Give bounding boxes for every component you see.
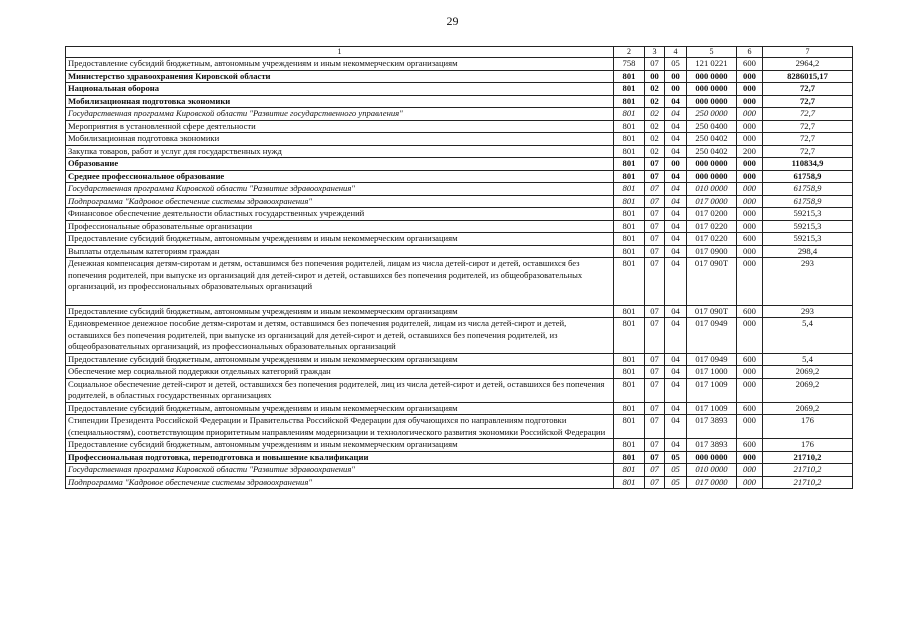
table-row bbox=[66, 439, 853, 452]
admin-code: 801 bbox=[614, 402, 645, 415]
table-row bbox=[66, 133, 853, 146]
table-row bbox=[66, 258, 853, 306]
subsection-code: 04 bbox=[665, 208, 687, 221]
expense-type: 000 bbox=[737, 464, 763, 477]
target-article: 000 0000 bbox=[687, 170, 737, 183]
column-header: 4 bbox=[665, 47, 687, 58]
target-article: 017 3893 bbox=[687, 415, 737, 439]
amount: 59215,3 bbox=[763, 233, 853, 246]
amount: 72,7 bbox=[763, 133, 853, 146]
item-name: Министерство здравоохранения Кировской области bbox=[66, 70, 614, 83]
table-row bbox=[66, 245, 853, 258]
expense-type: 000 bbox=[737, 83, 763, 96]
column-header: 3 bbox=[645, 47, 665, 58]
amount: 59215,3 bbox=[763, 208, 853, 221]
table-row bbox=[66, 402, 853, 415]
table-row bbox=[66, 170, 853, 183]
amount: 2069,2 bbox=[763, 378, 853, 402]
target-article: 000 0000 bbox=[687, 95, 737, 108]
item-name: Выплаты отдельным категориям граждан bbox=[66, 245, 614, 258]
admin-code: 801 bbox=[614, 195, 645, 208]
item-name: Государственная программа Кировской области "Развитие государственного управления" bbox=[66, 108, 614, 121]
subsection-code: 04 bbox=[665, 183, 687, 196]
amount: 72,7 bbox=[763, 145, 853, 158]
admin-code: 801 bbox=[614, 245, 645, 258]
item-name: Социальное обеспечение детей-сирот и детей, оставшихся без попечения родителей, лиц из числа детей-сирот и детей, оставшихся без попечения родителей, в областных государственных организациях bbox=[66, 378, 614, 402]
table-row bbox=[66, 70, 853, 83]
section-code: 07 bbox=[645, 183, 665, 196]
table-row bbox=[66, 366, 853, 379]
item-name: Подпрограмма "Кадровое обеспечение системы здравоохранения" bbox=[66, 195, 614, 208]
amount: 2069,2 bbox=[763, 366, 853, 379]
amount: 5,4 bbox=[763, 353, 853, 366]
table-row bbox=[66, 195, 853, 208]
target-article: 017 1009 bbox=[687, 402, 737, 415]
admin-code: 801 bbox=[614, 133, 645, 146]
column-header: 5 bbox=[687, 47, 737, 58]
expense-type: 000 bbox=[737, 476, 763, 489]
section-code: 07 bbox=[645, 195, 665, 208]
admin-code: 801 bbox=[614, 70, 645, 83]
amount: 298,4 bbox=[763, 245, 853, 258]
admin-code: 801 bbox=[614, 208, 645, 221]
subsection-code: 04 bbox=[665, 305, 687, 318]
section-code: 07 bbox=[645, 305, 665, 318]
table-row bbox=[66, 158, 853, 171]
table-row bbox=[66, 378, 853, 402]
amount: 5,4 bbox=[763, 318, 853, 354]
amount: 293 bbox=[763, 258, 853, 306]
table-row bbox=[66, 208, 853, 221]
expense-type: 000 bbox=[737, 415, 763, 439]
admin-code: 801 bbox=[614, 439, 645, 452]
amount: 293 bbox=[763, 305, 853, 318]
item-name: Национальная оборона bbox=[66, 83, 614, 96]
section-code: 00 bbox=[645, 70, 665, 83]
admin-code: 801 bbox=[614, 158, 645, 171]
budget-table bbox=[65, 46, 853, 489]
target-article: 017 0949 bbox=[687, 353, 737, 366]
expense-type: 000 bbox=[737, 133, 763, 146]
target-article: 017 0900 bbox=[687, 245, 737, 258]
item-name: Мобилизационная подготовка экономики bbox=[66, 95, 614, 108]
amount: 176 bbox=[763, 439, 853, 452]
item-name: Предоставление субсидий бюджетным, автономным учреждениям и иным некоммерческим организациям bbox=[66, 353, 614, 366]
item-name: Денежная компенсация детям-сиротам и детям, оставшимся без попечения родителей, лицам из числа детей-сирот и детей, оставшихся без попечения родителей, при выпуске из организаций для детей-сирот и детей, оставшихся без попечения родителей, из общеобразовательных организаций, из профессиональных образовательных организаций bbox=[66, 258, 614, 306]
amount: 61758,9 bbox=[763, 195, 853, 208]
section-code: 07 bbox=[645, 439, 665, 452]
expense-type: 600 bbox=[737, 439, 763, 452]
expense-type: 000 bbox=[737, 170, 763, 183]
subsection-code: 04 bbox=[665, 439, 687, 452]
item-name: Предоставление субсидий бюджетным, автономным учреждениям и иным некоммерческим организациям bbox=[66, 305, 614, 318]
amount: 2964,2 bbox=[763, 58, 853, 71]
subsection-code: 04 bbox=[665, 120, 687, 133]
section-code: 07 bbox=[645, 220, 665, 233]
admin-code: 801 bbox=[614, 415, 645, 439]
subsection-code: 04 bbox=[665, 245, 687, 258]
item-name: Предоставление субсидий бюджетным, автономным учреждениям и иным некоммерческим организациям bbox=[66, 233, 614, 246]
amount: 59215,3 bbox=[763, 220, 853, 233]
item-name: Государственная программа Кировской области "Развитие здравоохранения" bbox=[66, 464, 614, 477]
expense-type: 000 bbox=[737, 70, 763, 83]
subsection-code: 04 bbox=[665, 108, 687, 121]
section-code: 07 bbox=[645, 353, 665, 366]
expense-type: 000 bbox=[737, 220, 763, 233]
expense-type: 000 bbox=[737, 108, 763, 121]
table-row bbox=[66, 58, 853, 71]
section-code: 07 bbox=[645, 366, 665, 379]
section-code: 07 bbox=[645, 464, 665, 477]
table-row bbox=[66, 183, 853, 196]
column-header: 7 bbox=[763, 47, 853, 58]
section-code: 02 bbox=[645, 95, 665, 108]
subsection-code: 04 bbox=[665, 95, 687, 108]
table-row bbox=[66, 451, 853, 464]
subsection-code: 04 bbox=[665, 402, 687, 415]
admin-code: 801 bbox=[614, 95, 645, 108]
section-code: 07 bbox=[645, 58, 665, 71]
subsection-code: 04 bbox=[665, 378, 687, 402]
expense-type: 000 bbox=[737, 245, 763, 258]
target-article: 017 090Т bbox=[687, 305, 737, 318]
target-article: 017 1009 bbox=[687, 378, 737, 402]
expense-type: 600 bbox=[737, 402, 763, 415]
expense-type: 000 bbox=[737, 95, 763, 108]
section-code: 02 bbox=[645, 145, 665, 158]
amount: 21710,2 bbox=[763, 451, 853, 464]
amount: 21710,2 bbox=[763, 476, 853, 489]
target-article: 000 0000 bbox=[687, 158, 737, 171]
expense-type: 000 bbox=[737, 318, 763, 354]
table-row bbox=[66, 233, 853, 246]
section-code: 07 bbox=[645, 415, 665, 439]
expense-type: 000 bbox=[737, 120, 763, 133]
admin-code: 801 bbox=[614, 83, 645, 96]
expense-type: 000 bbox=[737, 451, 763, 464]
amount: 72,7 bbox=[763, 108, 853, 121]
subsection-code: 04 bbox=[665, 170, 687, 183]
item-name: Финансовое обеспечение деятельности областных государственных учреждений bbox=[66, 208, 614, 221]
target-article: 000 0000 bbox=[687, 70, 737, 83]
target-article: 250 0402 bbox=[687, 133, 737, 146]
amount: 21710,2 bbox=[763, 464, 853, 477]
amount: 110834,9 bbox=[763, 158, 853, 171]
admin-code: 801 bbox=[614, 366, 645, 379]
admin-code: 801 bbox=[614, 145, 645, 158]
expense-type: 000 bbox=[737, 183, 763, 196]
item-name: Профессиональная подготовка, переподготовка и повышение квалификации bbox=[66, 451, 614, 464]
section-code: 07 bbox=[645, 158, 665, 171]
amount: 8286015,17 bbox=[763, 70, 853, 83]
table-row bbox=[66, 318, 853, 354]
item-name: Стипендии Президента Российской Федерации и Правительства Российской Федерации для обучающихся по направлениям подготовки (специальностям), соответствующим приоритетным направлениям модернизации и технологического развития экономики Российской Федерации bbox=[66, 415, 614, 439]
admin-code: 801 bbox=[614, 318, 645, 354]
item-name: Мероприятия в установленной сфере деятельности bbox=[66, 120, 614, 133]
expense-type: 000 bbox=[737, 195, 763, 208]
admin-code: 758 bbox=[614, 58, 645, 71]
amount: 176 bbox=[763, 415, 853, 439]
item-name: Обеспечение мер социальной поддержки отдельных категорий граждан bbox=[66, 366, 614, 379]
section-code: 07 bbox=[645, 208, 665, 221]
subsection-code: 05 bbox=[665, 476, 687, 489]
subsection-code: 05 bbox=[665, 58, 687, 71]
item-name: Среднее профессиональное образование bbox=[66, 170, 614, 183]
subsection-code: 04 bbox=[665, 233, 687, 246]
target-article: 010 0000 bbox=[687, 183, 737, 196]
item-name: Закупка товаров, работ и услуг для государственных нужд bbox=[66, 145, 614, 158]
table-row bbox=[66, 476, 853, 489]
admin-code: 801 bbox=[614, 464, 645, 477]
section-code: 07 bbox=[645, 451, 665, 464]
subsection-code: 04 bbox=[665, 220, 687, 233]
expense-type: 000 bbox=[737, 158, 763, 171]
section-code: 02 bbox=[645, 133, 665, 146]
subsection-code: 05 bbox=[665, 464, 687, 477]
target-article: 017 0220 bbox=[687, 220, 737, 233]
section-code: 07 bbox=[645, 233, 665, 246]
table-row bbox=[66, 95, 853, 108]
item-name: Предоставление субсидий бюджетным, автономным учреждениям и иным некоммерческим организациям bbox=[66, 58, 614, 71]
item-name: Подпрограмма "Кадровое обеспечение системы здравоохранения" bbox=[66, 476, 614, 489]
column-header: 1 bbox=[66, 47, 614, 58]
admin-code: 801 bbox=[614, 451, 645, 464]
target-article: 010 0000 bbox=[687, 464, 737, 477]
amount: 72,7 bbox=[763, 95, 853, 108]
admin-code: 801 bbox=[614, 353, 645, 366]
table-row bbox=[66, 220, 853, 233]
section-code: 07 bbox=[645, 245, 665, 258]
target-article: 017 1000 bbox=[687, 366, 737, 379]
table-row bbox=[66, 353, 853, 366]
column-header: 2 bbox=[614, 47, 645, 58]
section-code: 07 bbox=[645, 318, 665, 354]
admin-code: 801 bbox=[614, 378, 645, 402]
table-row bbox=[66, 120, 853, 133]
column-header: 6 bbox=[737, 47, 763, 58]
table-row bbox=[66, 83, 853, 96]
section-code: 07 bbox=[645, 258, 665, 306]
amount: 2069,2 bbox=[763, 402, 853, 415]
amount: 61758,9 bbox=[763, 170, 853, 183]
admin-code: 801 bbox=[614, 305, 645, 318]
subsection-code: 00 bbox=[665, 158, 687, 171]
section-code: 07 bbox=[645, 170, 665, 183]
subsection-code: 00 bbox=[665, 70, 687, 83]
target-article: 017 0200 bbox=[687, 208, 737, 221]
amount: 72,7 bbox=[763, 83, 853, 96]
admin-code: 801 bbox=[614, 108, 645, 121]
target-article: 000 0000 bbox=[687, 83, 737, 96]
item-name: Предоставление субсидий бюджетным, автономным учреждениям и иным некоммерческим организациям bbox=[66, 402, 614, 415]
expense-type: 200 bbox=[737, 145, 763, 158]
item-name: Профессиональные образовательные организации bbox=[66, 220, 614, 233]
admin-code: 801 bbox=[614, 120, 645, 133]
table-row bbox=[66, 464, 853, 477]
column-number-row bbox=[66, 47, 853, 58]
subsection-code: 04 bbox=[665, 145, 687, 158]
subsection-code: 00 bbox=[665, 83, 687, 96]
subsection-code: 04 bbox=[665, 366, 687, 379]
amount: 61758,9 bbox=[763, 183, 853, 196]
subsection-code: 04 bbox=[665, 258, 687, 306]
subsection-code: 05 bbox=[665, 451, 687, 464]
target-article: 017 090Т bbox=[687, 258, 737, 306]
target-article: 017 0220 bbox=[687, 233, 737, 246]
section-code: 02 bbox=[645, 120, 665, 133]
admin-code: 801 bbox=[614, 233, 645, 246]
item-name: Мобилизационная подготовка экономики bbox=[66, 133, 614, 146]
subsection-code: 04 bbox=[665, 353, 687, 366]
item-name: Единовременное денежное пособие детям-сиротам и детям, оставшимся без попечения родителей, лицам из числа детей-сирот и детей, оставшихся без попечения родителей, при выпуске из организаций для детей-сирот и детей, оставшихся без попечения родителей, из общеобразовательных организаций, из профессиональных образовательных организаций bbox=[66, 318, 614, 354]
target-article: 250 0000 bbox=[687, 108, 737, 121]
item-name: Образование bbox=[66, 158, 614, 171]
subsection-code: 04 bbox=[665, 318, 687, 354]
expense-type: 000 bbox=[737, 258, 763, 306]
admin-code: 801 bbox=[614, 220, 645, 233]
target-article: 250 0400 bbox=[687, 120, 737, 133]
table-row bbox=[66, 108, 853, 121]
table-row bbox=[66, 145, 853, 158]
target-article: 017 0000 bbox=[687, 195, 737, 208]
item-name: Государственная программа Кировской области "Развитие здравоохранения" bbox=[66, 183, 614, 196]
subsection-code: 04 bbox=[665, 195, 687, 208]
table-row bbox=[66, 305, 853, 318]
expense-type: 600 bbox=[737, 305, 763, 318]
target-article: 250 0402 bbox=[687, 145, 737, 158]
subsection-code: 04 bbox=[665, 415, 687, 439]
admin-code: 801 bbox=[614, 258, 645, 306]
target-article: 121 0221 bbox=[687, 58, 737, 71]
amount: 72,7 bbox=[763, 120, 853, 133]
section-code: 02 bbox=[645, 108, 665, 121]
expense-type: 000 bbox=[737, 378, 763, 402]
page-number: 29 bbox=[446, 14, 459, 28]
target-article: 000 0000 bbox=[687, 451, 737, 464]
section-code: 02 bbox=[645, 83, 665, 96]
expense-type: 000 bbox=[737, 366, 763, 379]
admin-code: 801 bbox=[614, 170, 645, 183]
target-article: 017 3893 bbox=[687, 439, 737, 452]
admin-code: 801 bbox=[614, 183, 645, 196]
expense-type: 600 bbox=[737, 353, 763, 366]
target-article: 017 0000 bbox=[687, 476, 737, 489]
item-name: Предоставление субсидий бюджетным, автономным учреждениям и иным некоммерческим организациям bbox=[66, 439, 614, 452]
section-code: 07 bbox=[645, 476, 665, 489]
expense-type: 600 bbox=[737, 233, 763, 246]
target-article: 017 0949 bbox=[687, 318, 737, 354]
admin-code: 801 bbox=[614, 476, 645, 489]
table-row bbox=[66, 415, 853, 439]
expense-type: 600 bbox=[737, 58, 763, 71]
expense-type: 000 bbox=[737, 208, 763, 221]
section-code: 07 bbox=[645, 402, 665, 415]
section-code: 07 bbox=[645, 378, 665, 402]
subsection-code: 04 bbox=[665, 133, 687, 146]
